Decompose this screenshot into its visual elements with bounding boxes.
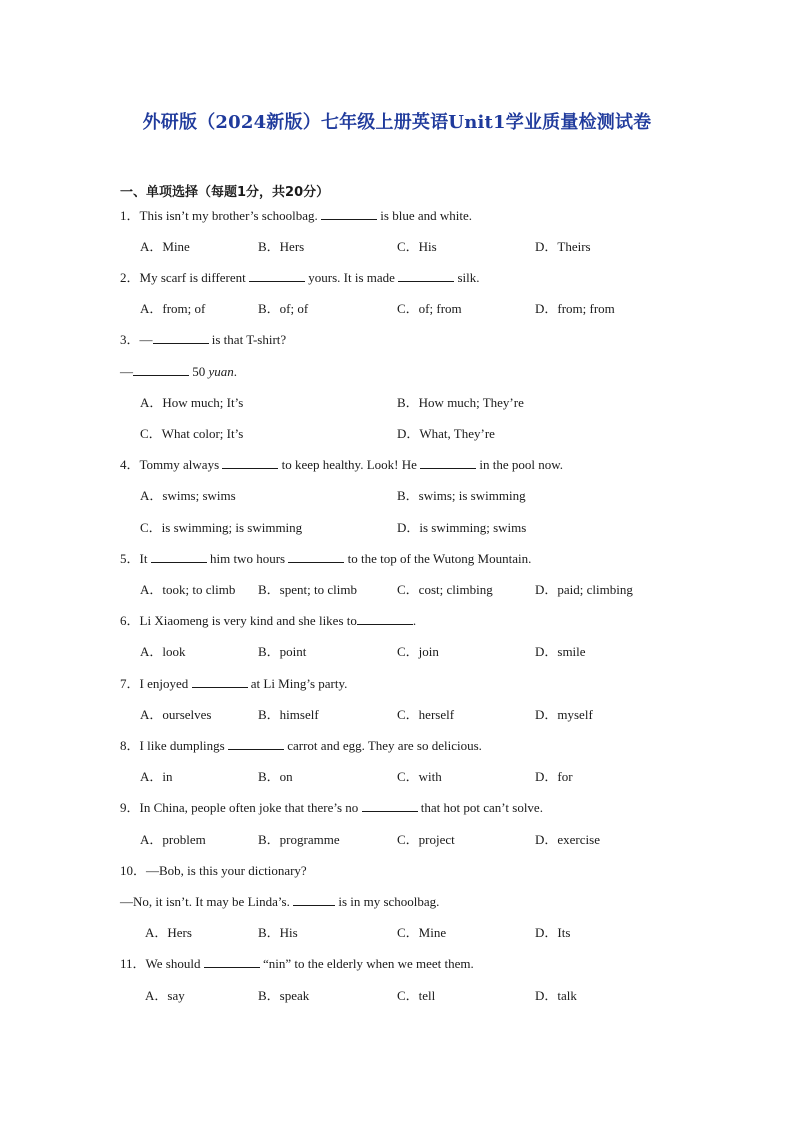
option-11d[interactable]: D．talk [535, 988, 577, 1003]
option-2a[interactable]: A．from; of [140, 301, 206, 316]
answer-blank [398, 269, 454, 282]
option-9d[interactable]: D．exercise [535, 832, 600, 847]
question-10: 10．—Bob, is this your dictionary? [120, 863, 307, 878]
option-8d[interactable]: D．for [535, 769, 573, 784]
option-8c[interactable]: C．with [397, 769, 442, 784]
option-4a[interactable]: A．swims; swims [140, 488, 236, 503]
question-8: 8．I like dumplings carrot and egg. They are so delicious. [120, 738, 482, 753]
option-5b[interactable]: B．spent; to climb [258, 582, 357, 597]
option-3d[interactable]: D．What, They’re [397, 426, 495, 441]
question-9: 9．In China, people often joke that there’s no that hot pot can’t solve. [120, 800, 543, 815]
question-4: 4．Tommy always to keep healthy. Look! He in the pool now. [120, 457, 564, 472]
option-2b[interactable]: B．of; of [258, 301, 309, 316]
option-1a[interactable]: A．Mine [140, 239, 190, 254]
answer-blank [321, 207, 377, 220]
answer-blank [192, 675, 248, 688]
option-10c[interactable]: C．Mine [397, 925, 447, 940]
option-4c[interactable]: C．is swimming; is swimming [140, 520, 303, 535]
option-10d[interactable]: D．Its [535, 925, 571, 940]
option-1d[interactable]: D．Theirs [535, 239, 591, 254]
option-4b[interactable]: B．swims; is swimming [397, 488, 526, 503]
question-7: 7．I enjoyed at Li Ming’s party. [120, 676, 348, 691]
answer-blank [153, 331, 209, 344]
answer-blank [228, 737, 284, 750]
option-7b[interactable]: B．himself [258, 707, 319, 722]
answer-blank [293, 893, 335, 906]
option-7c[interactable]: C．herself [397, 707, 455, 722]
option-8a[interactable]: A．in [140, 769, 173, 784]
question-2: 2．My scarf is different yours. It is made silk. [120, 270, 480, 285]
option-6a[interactable]: A．look [140, 644, 186, 659]
option-10a[interactable]: A．Hers [145, 925, 192, 940]
option-8b[interactable]: B．on [258, 769, 293, 784]
option-6c[interactable]: C．join [397, 644, 439, 659]
question-1: 1．This isn’t my brother’s schoolbag. is blue and white. [120, 208, 472, 223]
question-5: 5．It him two hours to the top of the Wutong Mountain. [120, 551, 532, 566]
section-heading: 一、单项选择（每题1分，共20分） [120, 185, 330, 200]
answer-blank [151, 550, 207, 563]
answer-blank [133, 363, 189, 376]
option-5d[interactable]: D．paid; climbing [535, 582, 633, 597]
answer-blank [204, 955, 260, 968]
option-11a[interactable]: A．say [145, 988, 185, 1003]
option-6d[interactable]: D．smile [535, 644, 586, 659]
option-3b[interactable]: B．How much; They’re [397, 395, 524, 410]
question-3: 3．— is that T-shirt? [120, 332, 287, 347]
question-6: 6．Li Xiaomeng is very kind and she likes to . [120, 613, 417, 628]
answer-blank [420, 456, 476, 469]
answer-blank [249, 269, 305, 282]
option-5a[interactable]: A．took; to climb [140, 582, 236, 597]
option-11c[interactable]: C．tell [397, 988, 436, 1003]
option-1b[interactable]: B．Hers [258, 239, 305, 254]
option-11b[interactable]: B．speak [258, 988, 310, 1003]
option-2d[interactable]: D．from; from [535, 301, 615, 316]
question-11: 11．We should “nin” to the elderly when we meet them. [120, 956, 474, 971]
option-5c[interactable]: C．cost; climbing [397, 582, 493, 597]
question-3-reply: — 50 yuan. [120, 364, 238, 379]
answer-blank [288, 550, 344, 563]
option-9c[interactable]: C．project [397, 832, 455, 847]
option-4d[interactable]: D．is swimming; swims [397, 520, 527, 535]
option-2c[interactable]: C．of; from [397, 301, 462, 316]
option-9a[interactable]: A．problem [140, 832, 206, 847]
question-10-reply: —No, it isn’t. It may be Linda’s. is in my schoolbag. [120, 894, 440, 909]
answer-blank [357, 612, 413, 625]
option-3c[interactable]: C．What color; It’s [140, 426, 244, 441]
option-6b[interactable]: B．point [258, 644, 307, 659]
option-3a[interactable]: A．How much; It’s [140, 395, 244, 410]
option-9b[interactable]: B．programme [258, 832, 340, 847]
answer-blank [222, 456, 278, 469]
option-7a[interactable]: A．ourselves [140, 707, 212, 722]
answer-blank [362, 799, 418, 812]
option-10b[interactable]: B．His [258, 925, 298, 940]
exam-title: 外研版（2024新版）七年级上册英语Unit1学业质量检测试卷 [142, 112, 652, 133]
option-1c[interactable]: C．His [397, 239, 437, 254]
option-7d[interactable]: D．myself [535, 707, 593, 722]
